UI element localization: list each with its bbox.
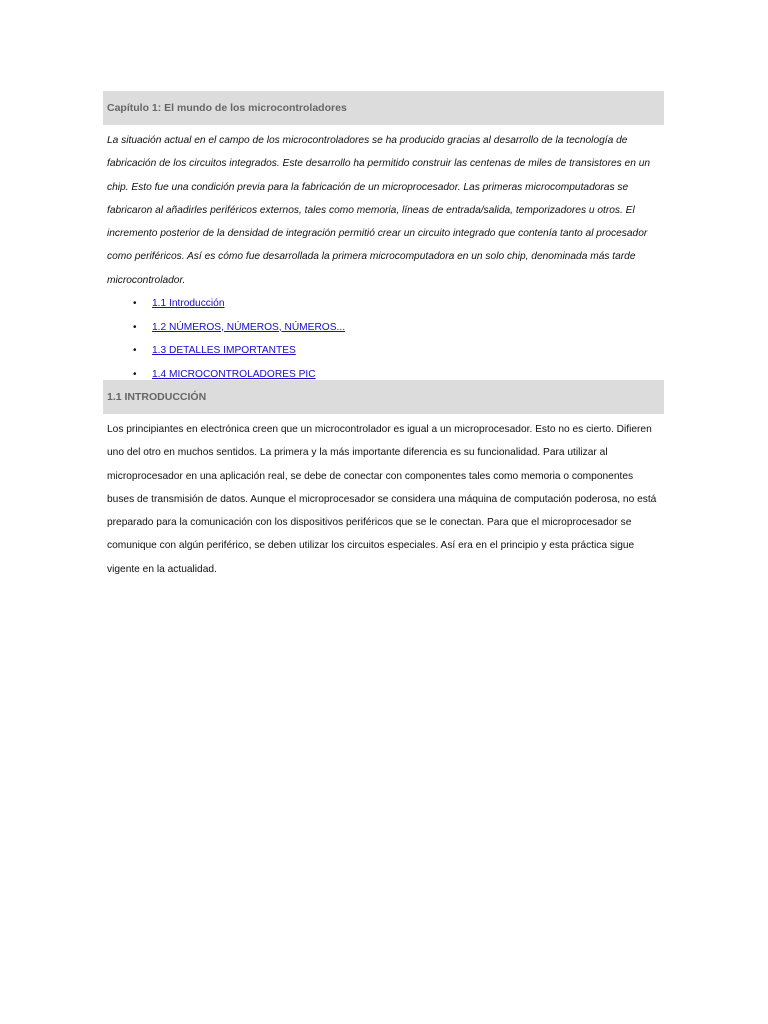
toc-item-detalles xyxy=(107,339,345,363)
chapter-intro-paragraph: La situación actual en el campo de los microcontroladores se ha producido gracias al desarrollo de la tecnología de fabricación de los circuitos integrados. Este desarrollo ha permitido construir las centenas de miles de transistores en un chip. Esto fue una condición previa para la fabricación de un microprocesador. Las primeras microcomputadoras se fabricaron al añadirles periféricos externos, tales como memoria, líneas de entrada/salida, temporizadores u otros. El incremento posterior de la densidad de integración permitió crear un circuito integrado que contenía tanto al procesador como periféricos. Así es cómo fue desarrollada la primera microcomputadora en un solo chip, denominada más tarde microcontrolador. xyxy=(107,135,651,286)
bullet-icon: • xyxy=(133,321,137,333)
toc-item-numeros xyxy=(107,316,345,340)
toc-item-introduccion xyxy=(107,292,345,316)
bullet-icon: • xyxy=(133,368,137,380)
table-of-contents xyxy=(107,292,345,386)
section-title: 1.1 INTRODUCCIÓN xyxy=(107,391,207,403)
section-body-paragraph: Los principiantes en electrónica creen que un microcontrolador es igual a un microprocesador. Esto no es cierto. Difieren uno del otro en muchos sentidos. La primera y la más importante diferencia es su funcionalidad. Para utilizar al microprocesador en una aplicación real, se debe de conectar con componentes tales como memoria o componentes buses de transmisión de datos. Aunque el microprocesador se considera una máquina de computación poderosa, no está preparado para la comunicación con los dispositivos periféricos que se le conectan. Para que el microprocesador se comunique con algún periférico, se deben utilizar los circuitos especiales. Así era en el principio y esta práctica sigue vigente en la actualidad. xyxy=(107,424,657,575)
toc-link-pic[interactable]: 1.4 MICROCONTROLADORES PIC xyxy=(152,368,316,380)
toc-link-detalles[interactable]: 1.3 DETALLES IMPORTANTES xyxy=(152,345,296,356)
toc-link-numeros[interactable]: 1.2 NÚMEROS, NÚMEROS, NÚMEROS... xyxy=(152,321,346,333)
chapter-title: Capítulo 1: El mundo de los microcontroladores xyxy=(107,102,347,114)
toc-link-introduccion[interactable]: 1.1 Introducción xyxy=(152,298,225,309)
section-heading xyxy=(103,380,664,414)
chapter-heading xyxy=(103,91,664,125)
bullet-icon: • xyxy=(133,298,137,309)
bullet-icon: • xyxy=(133,345,137,356)
